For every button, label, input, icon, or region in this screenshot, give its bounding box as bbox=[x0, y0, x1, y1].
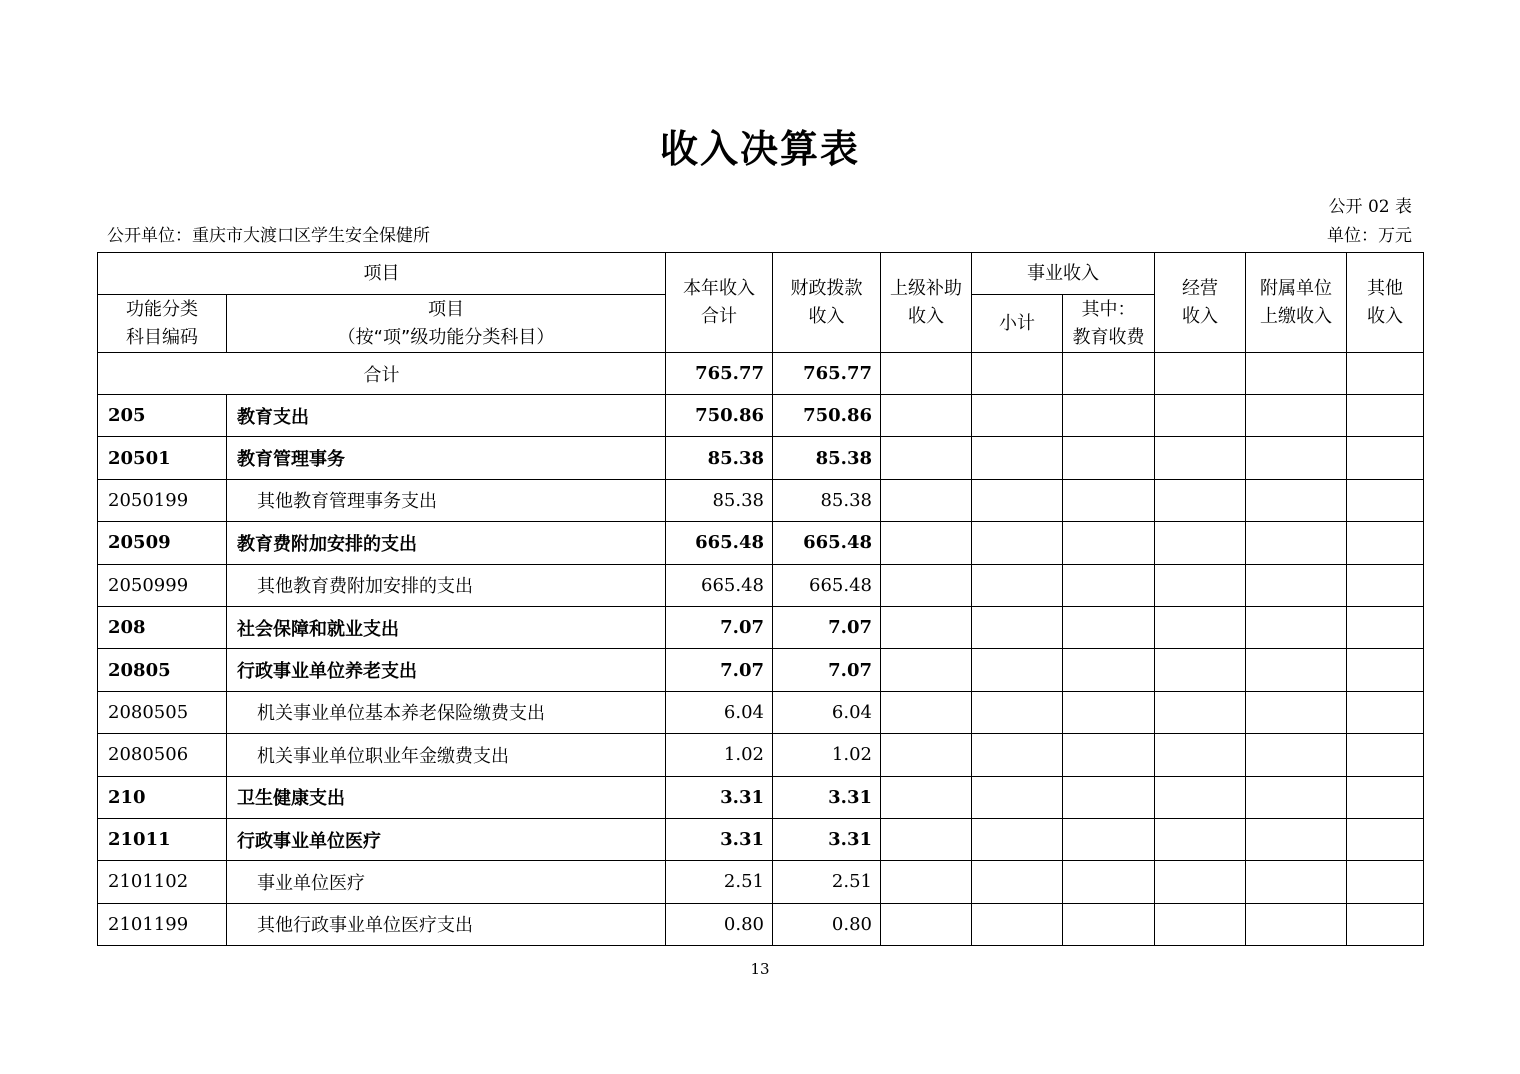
empty-cell bbox=[972, 861, 1063, 903]
empty-cell bbox=[972, 522, 1063, 564]
empty-cell bbox=[1063, 903, 1155, 945]
header-affiliated bbox=[1246, 253, 1347, 353]
row-total-income: 7.07 bbox=[666, 649, 773, 691]
empty-cell bbox=[1063, 353, 1155, 395]
empty-cell bbox=[1347, 522, 1424, 564]
empty-cell bbox=[972, 734, 1063, 776]
currency-unit: 单位：万元 bbox=[1327, 226, 1412, 246]
empty-cell bbox=[1155, 691, 1246, 733]
row-total-income: 665.48 bbox=[666, 564, 773, 606]
row-fiscal: 85.38 bbox=[773, 479, 881, 521]
empty-cell bbox=[881, 734, 972, 776]
empty-cell bbox=[1063, 395, 1155, 437]
table-row bbox=[98, 522, 1424, 564]
row-fiscal: 85.38 bbox=[773, 437, 881, 479]
empty-cell bbox=[1155, 353, 1246, 395]
table-row bbox=[98, 649, 1424, 691]
empty-cell bbox=[1246, 395, 1347, 437]
empty-cell bbox=[1155, 776, 1246, 818]
empty-cell bbox=[1063, 479, 1155, 521]
row-fiscal: 1.02 bbox=[773, 734, 881, 776]
row-fiscal: 665.48 bbox=[773, 522, 881, 564]
header-affiliated-text: 附属单位 上缴收入 bbox=[1260, 277, 1332, 327]
empty-cell bbox=[1063, 776, 1155, 818]
empty-cell bbox=[881, 395, 972, 437]
row-fiscal: 750.86 bbox=[773, 395, 881, 437]
page-title: 收入决算表 bbox=[659, 127, 860, 171]
row-total-income: 7.07 bbox=[666, 606, 773, 648]
header-total-income-text: 本年收入 合计 bbox=[683, 277, 755, 327]
income-table bbox=[97, 252, 1424, 946]
row-fiscal: 2.51 bbox=[773, 861, 881, 903]
row-total-income: 2.51 bbox=[666, 861, 773, 903]
empty-cell bbox=[1155, 606, 1246, 648]
empty-cell bbox=[881, 649, 972, 691]
header-total-income bbox=[666, 253, 773, 353]
row-code: 2080506 bbox=[98, 734, 227, 776]
empty-cell bbox=[881, 903, 972, 945]
empty-cell bbox=[1063, 861, 1155, 903]
total-label: 合计 bbox=[98, 353, 666, 395]
header-fiscal bbox=[773, 253, 881, 353]
row-name: 其他教育费附加安排的支出 bbox=[227, 564, 666, 606]
empty-cell bbox=[1155, 649, 1246, 691]
empty-cell bbox=[1246, 479, 1347, 521]
empty-cell bbox=[972, 353, 1063, 395]
table-row bbox=[98, 564, 1424, 606]
row-name: 机关事业单位基本养老保险缴费支出 bbox=[227, 691, 666, 733]
header-other-text: 其他 收入 bbox=[1367, 277, 1403, 327]
table-row bbox=[98, 479, 1424, 521]
row-fiscal: 6.04 bbox=[773, 691, 881, 733]
empty-cell bbox=[1246, 649, 1347, 691]
header-item bbox=[227, 295, 666, 353]
empty-cell bbox=[881, 606, 972, 648]
empty-cell bbox=[1155, 395, 1246, 437]
empty-cell bbox=[881, 479, 972, 521]
row-name: 行政事业单位医疗 bbox=[227, 818, 666, 860]
table-row bbox=[98, 776, 1424, 818]
empty-cell bbox=[881, 522, 972, 564]
empty-cell bbox=[972, 649, 1063, 691]
form-number: 公开 02 表 bbox=[1328, 197, 1412, 217]
table-row bbox=[98, 861, 1424, 903]
row-name: 事业单位医疗 bbox=[227, 861, 666, 903]
reporting-unit: 公开单位：重庆市大渡口区学生安全保健所 bbox=[107, 226, 430, 246]
table-row bbox=[98, 437, 1424, 479]
table-row bbox=[98, 903, 1424, 945]
page-number: 13 bbox=[750, 960, 770, 978]
total-fiscal-value: 765.77 bbox=[773, 353, 881, 395]
empty-cell bbox=[1063, 649, 1155, 691]
row-total-income: 665.48 bbox=[666, 522, 773, 564]
header-superior-text: 上级补助 收入 bbox=[890, 277, 962, 327]
row-name: 行政事业单位养老支出 bbox=[227, 649, 666, 691]
empty-cell bbox=[1155, 522, 1246, 564]
header-item-text: 项目 （按“项”级功能分类科目） bbox=[337, 298, 555, 348]
empty-cell bbox=[1347, 734, 1424, 776]
empty-cell bbox=[1063, 734, 1155, 776]
empty-cell bbox=[881, 861, 972, 903]
total-income-value: 765.77 bbox=[666, 353, 773, 395]
row-total-income: 3.31 bbox=[666, 776, 773, 818]
empty-cell bbox=[972, 691, 1063, 733]
empty-cell bbox=[1347, 903, 1424, 945]
row-name: 教育支出 bbox=[227, 395, 666, 437]
empty-cell bbox=[1155, 479, 1246, 521]
empty-cell bbox=[881, 353, 972, 395]
table-row bbox=[98, 606, 1424, 648]
empty-cell bbox=[1155, 903, 1246, 945]
empty-cell bbox=[1246, 818, 1347, 860]
row-fiscal: 665.48 bbox=[773, 564, 881, 606]
empty-cell bbox=[1246, 903, 1347, 945]
empty-cell bbox=[1063, 522, 1155, 564]
header-edu-fee bbox=[1063, 295, 1155, 353]
row-fiscal: 7.07 bbox=[773, 606, 881, 648]
row-total-income: 0.80 bbox=[666, 903, 773, 945]
header-project: 项目 bbox=[98, 253, 666, 295]
empty-cell bbox=[972, 903, 1063, 945]
row-code: 210 bbox=[98, 776, 227, 818]
empty-cell bbox=[1347, 691, 1424, 733]
header-code-text: 功能分类 科目编码 bbox=[126, 298, 198, 348]
row-total-income: 85.38 bbox=[666, 479, 773, 521]
header-edu-fee-text: 其中： 教育收费 bbox=[1072, 298, 1145, 348]
row-fiscal: 3.31 bbox=[773, 818, 881, 860]
empty-cell bbox=[972, 479, 1063, 521]
empty-cell bbox=[1155, 734, 1246, 776]
empty-cell bbox=[1063, 606, 1155, 648]
header-business-text: 经营 收入 bbox=[1182, 277, 1218, 327]
row-code: 205 bbox=[98, 395, 227, 437]
row-code: 20805 bbox=[98, 649, 227, 691]
empty-cell bbox=[1063, 818, 1155, 860]
empty-cell bbox=[1155, 818, 1246, 860]
row-code: 2101102 bbox=[98, 861, 227, 903]
row-total-income: 6.04 bbox=[666, 691, 773, 733]
table-row bbox=[98, 818, 1424, 860]
header-fiscal-text: 财政拨款 收入 bbox=[790, 277, 863, 327]
empty-cell bbox=[1246, 861, 1347, 903]
empty-cell bbox=[881, 437, 972, 479]
row-code: 2050199 bbox=[98, 479, 227, 521]
empty-cell bbox=[881, 564, 972, 606]
row-fiscal: 3.31 bbox=[773, 776, 881, 818]
empty-cell bbox=[1347, 353, 1424, 395]
row-total-income: 3.31 bbox=[666, 818, 773, 860]
table-row bbox=[98, 691, 1424, 733]
header-career: 事业收入 bbox=[972, 253, 1155, 295]
empty-cell bbox=[1347, 437, 1424, 479]
row-name: 教育管理事务 bbox=[227, 437, 666, 479]
row-total-income: 1.02 bbox=[666, 734, 773, 776]
row-name: 其他行政事业单位医疗支出 bbox=[227, 903, 666, 945]
row-code: 2101199 bbox=[98, 903, 227, 945]
empty-cell bbox=[1155, 564, 1246, 606]
empty-cell bbox=[1246, 437, 1347, 479]
table-row bbox=[98, 734, 1424, 776]
row-name: 社会保障和就业支出 bbox=[227, 606, 666, 648]
empty-cell bbox=[881, 691, 972, 733]
row-fiscal: 7.07 bbox=[773, 649, 881, 691]
empty-cell bbox=[1246, 522, 1347, 564]
empty-cell bbox=[972, 564, 1063, 606]
header-code bbox=[98, 295, 227, 353]
row-total-income: 85.38 bbox=[666, 437, 773, 479]
row-code: 208 bbox=[98, 606, 227, 648]
empty-cell bbox=[1347, 395, 1424, 437]
header-superior bbox=[881, 253, 972, 353]
empty-cell bbox=[1246, 606, 1347, 648]
empty-cell bbox=[1347, 861, 1424, 903]
empty-cell bbox=[972, 437, 1063, 479]
total-row bbox=[98, 353, 1424, 395]
empty-cell bbox=[1246, 353, 1347, 395]
empty-cell bbox=[1246, 734, 1347, 776]
header-other bbox=[1347, 253, 1424, 353]
empty-cell bbox=[1347, 818, 1424, 860]
row-fiscal: 0.80 bbox=[773, 903, 881, 945]
empty-cell bbox=[1347, 606, 1424, 648]
row-name: 其他教育管理事务支出 bbox=[227, 479, 666, 521]
empty-cell bbox=[1246, 564, 1347, 606]
empty-cell bbox=[972, 776, 1063, 818]
empty-cell bbox=[1155, 437, 1246, 479]
row-total-income: 750.86 bbox=[666, 395, 773, 437]
header-subtotal: 小计 bbox=[972, 295, 1063, 353]
row-code: 20501 bbox=[98, 437, 227, 479]
row-name: 机关事业单位职业年金缴费支出 bbox=[227, 734, 666, 776]
row-code: 2080505 bbox=[98, 691, 227, 733]
empty-cell bbox=[881, 818, 972, 860]
row-name: 教育费附加安排的支出 bbox=[227, 522, 666, 564]
table-header bbox=[98, 253, 1424, 353]
empty-cell bbox=[972, 818, 1063, 860]
empty-cell bbox=[1063, 437, 1155, 479]
empty-cell bbox=[881, 776, 972, 818]
empty-cell bbox=[1063, 564, 1155, 606]
empty-cell bbox=[1246, 691, 1347, 733]
row-code: 20509 bbox=[98, 522, 227, 564]
table-body bbox=[98, 353, 1424, 946]
empty-cell bbox=[1063, 691, 1155, 733]
header-business bbox=[1155, 253, 1246, 353]
empty-cell bbox=[972, 395, 1063, 437]
empty-cell bbox=[1347, 479, 1424, 521]
empty-cell bbox=[1347, 564, 1424, 606]
empty-cell bbox=[972, 606, 1063, 648]
row-code: 2050999 bbox=[98, 564, 227, 606]
row-name: 卫生健康支出 bbox=[227, 776, 666, 818]
empty-cell bbox=[1155, 861, 1246, 903]
table-row bbox=[98, 395, 1424, 437]
empty-cell bbox=[1246, 776, 1347, 818]
row-code: 21011 bbox=[98, 818, 227, 860]
empty-cell bbox=[1347, 649, 1424, 691]
empty-cell bbox=[1347, 776, 1424, 818]
